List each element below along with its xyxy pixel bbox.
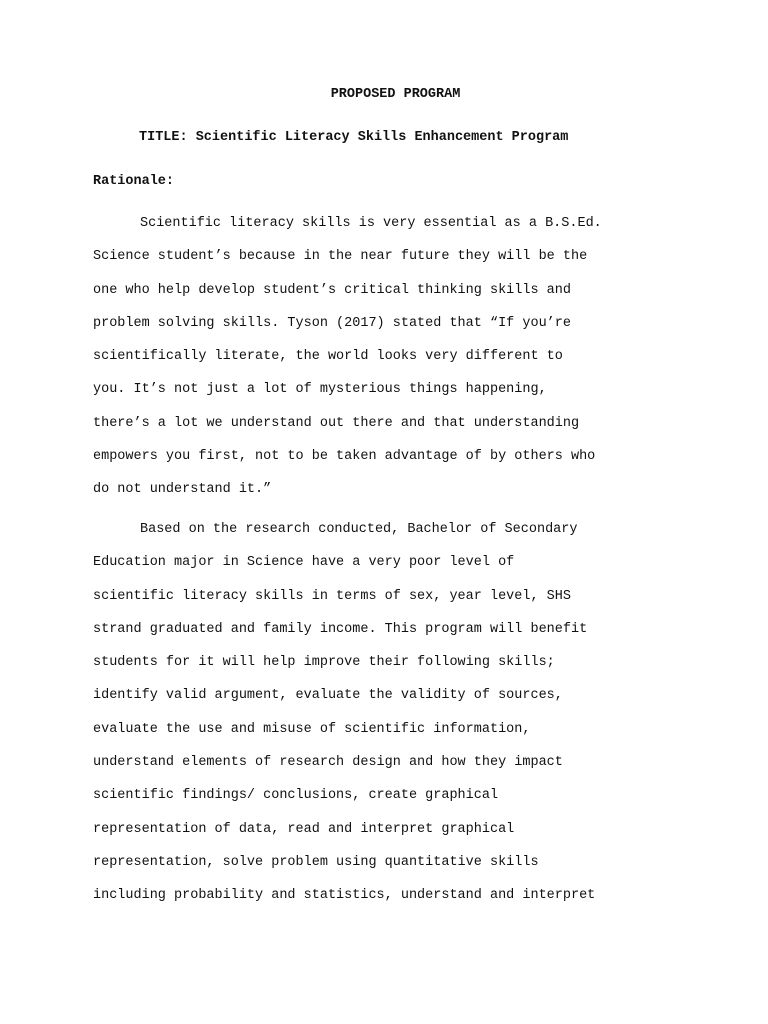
paragraph-line: identify valid argument, evaluate the validity of sources, [93, 688, 563, 704]
paragraph-line: Science student’s because in the near future they will be the [93, 249, 588, 265]
rationale-label: Rationale: [93, 174, 175, 189]
paragraph-line: including probability and statistics, understand and interpret [93, 888, 596, 904]
paragraph-line: evaluate the use and misuse of scientific information, [93, 721, 531, 737]
paragraph-line: strand graduated and family income. This program will benefit [93, 621, 588, 637]
paragraph-line: do not understand it.” [93, 482, 272, 498]
rationale-paragraph-1 [93, 208, 693, 508]
paragraph-line: you. It’s not just a lot of mysterious things happening, [93, 382, 547, 398]
paragraph-line: Based on the research conducted, Bachelor of Secondary [140, 522, 578, 537]
paragraph-line: scientific findings/ conclusions, create graphical [93, 788, 499, 804]
paragraph-line: scientifically literate, the world looks very different to [93, 349, 563, 365]
paragraph-line: there’s a lot we understand out there and that understanding [93, 415, 580, 431]
paragraph-line: Scientific literacy skills is very essential as a B.S.Ed. [140, 216, 602, 231]
paragraph-line: Education major in Science have a very poor level of [93, 555, 515, 571]
paragraph-line: one who help develop student’s critical thinking skills and [93, 282, 571, 298]
paragraph-line: empowers you first, not to be taken advantage of by others who [93, 449, 596, 465]
rationale-paragraph-2 [93, 514, 693, 914]
paragraph-line: problem solving skills. Tyson (2017) stated that “If you’re [93, 315, 571, 331]
document-heading: PROPOSED PROGRAM [330, 87, 461, 102]
paragraph-line: representation, solve problem using quantitative skills [93, 854, 539, 870]
program-title: TITLE: Scientific Literacy Skills Enhancement Program [139, 130, 569, 145]
paragraph-line: understand elements of research design and how they impact [93, 755, 563, 771]
paragraph-line: students for it will help improve their following skills; [93, 655, 555, 671]
paragraph-line: scientific literacy skills in terms of sex, year level, SHS [93, 588, 571, 604]
paragraph-line: representation of data, read and interpret graphical [93, 821, 515, 837]
